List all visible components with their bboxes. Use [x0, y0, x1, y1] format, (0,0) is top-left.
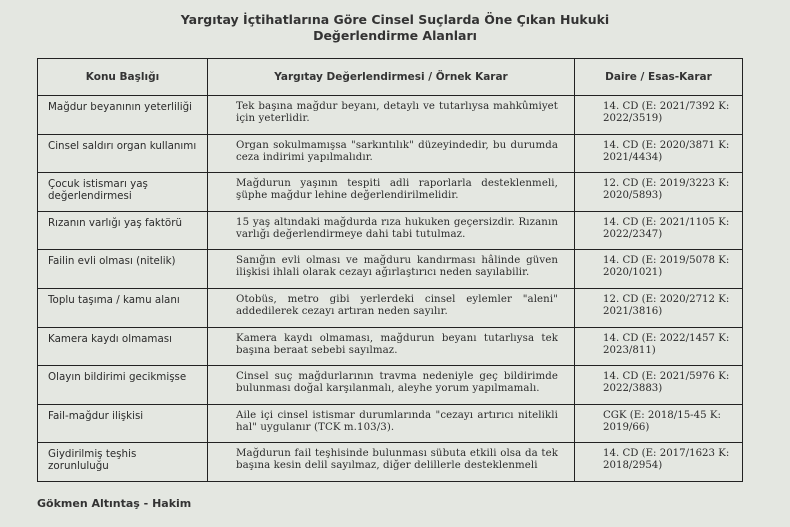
- chamber-cell: 14. CD (E: 2021/1105 K: 2022/2347): [575, 211, 743, 250]
- topic-cell: Olayın bildirimi gecikmişse: [38, 366, 208, 405]
- chamber-cell: 14. CD (E: 2021/5976 K: 2022/3883): [575, 366, 743, 405]
- topic-cell: Mağdur beyanının yeterliliği: [38, 96, 208, 135]
- assessment-cell: Cinsel suç mağdurlarının travma nedeniyle geç bildirimde bulunması doğal karşılanmalı, aleyhe yorum yapılmamalı.: [208, 366, 575, 405]
- table-header-row: [38, 59, 743, 96]
- table-row: [38, 96, 743, 135]
- header-assessment: Yargıtay Değerlendirmesi / Örnek Karar: [208, 59, 575, 96]
- table-row: [38, 173, 743, 212]
- chamber-cell: 14. CD (E: 2022/1457 K: 2023/811): [575, 327, 743, 366]
- table-row: [38, 404, 743, 443]
- chamber-cell: 12. CD (E: 2019/3223 K: 2020/5893): [575, 173, 743, 212]
- table-row: [38, 366, 743, 405]
- rulings-table: [37, 58, 743, 482]
- topic-cell: Fail-mağdur ilişkisi: [38, 404, 208, 443]
- author-signature: Gökmen Altıntaş - Hakim: [37, 497, 192, 510]
- topic-cell: Cinsel saldırı organ kullanımı: [38, 134, 208, 173]
- chamber-cell: 12. CD (E: 2020/2712 K: 2021/3816): [575, 288, 743, 327]
- header-chamber: Daire / Esas-Karar: [575, 59, 743, 96]
- topic-cell: Toplu taşıma / kamu alanı: [38, 288, 208, 327]
- title-line-2: Değerlendirme Alanları: [313, 28, 477, 43]
- chamber-cell: 14. CD (E: 2021/7392 K: 2022/3519): [575, 96, 743, 135]
- table-row: [38, 443, 743, 482]
- table-row: [38, 211, 743, 250]
- assessment-cell: Kamera kaydı olmaması, mağdurun beyanı tutarlıysa tek başına beraat sebebi sayılmaz.: [208, 327, 575, 366]
- assessment-cell: Otobüs, metro gibi yerlerdeki cinsel eylemler "aleni" addedilerek cezayı artıran neden sayılır.: [208, 288, 575, 327]
- assessment-cell: Mağdurun yaşının tespiti adli raporlarla desteklenmeli, şüphe mağdur lehine değerlendirilmelidir.: [208, 173, 575, 212]
- assessment-cell: Organ sokulmamışsa "sarkıntılık" düzeyindedir, bu durumda ceza indirimi yapılmalıdır.: [208, 134, 575, 173]
- topic-cell: Çocuk istismarı yaş değerlendirmesi: [38, 173, 208, 212]
- document-title: [0, 12, 790, 44]
- table-row: [38, 250, 743, 289]
- assessment-cell: Mağdurun fail teşhisinde bulunması sübuta etkili olsa da tek başına kesin delil sayılmaz, diğer delillerle desteklenmeli: [208, 443, 575, 482]
- chamber-cell: CGK (E: 2018/15-45 K: 2019/66): [575, 404, 743, 443]
- title-line-1: Yargıtay İçtihatlarına Göre Cinsel Suçlarda Öne Çıkan Hukuki: [180, 12, 610, 27]
- topic-cell: Kamera kaydı olmaması: [38, 327, 208, 366]
- assessment-cell: Sanığın evli olması ve mağduru kandırması hâlinde güven ilişkisi ihlali olarak cezayı ağırlaştırıcı neden sayılabilir.: [208, 250, 575, 289]
- assessment-cell: Tek başına mağdur beyanı, detaylı ve tutarlıysa mahkûmiyet için yeterlidir.: [208, 96, 575, 135]
- table-row: [38, 288, 743, 327]
- assessment-cell: Aile içi cinsel istismar durumlarında "cezayı artırıcı nitelikli hal" uygulanır (TCK m.103/3).: [208, 404, 575, 443]
- topic-cell: Failin evli olması (nitelik): [38, 250, 208, 289]
- chamber-cell: 14. CD (E: 2019/5078 K: 2020/1021): [575, 250, 743, 289]
- topic-cell: Rızanın varlığı yaş faktörü: [38, 211, 208, 250]
- table-row: [38, 327, 743, 366]
- topic-cell: Giydirilmiş teşhis zorunluluğu: [38, 443, 208, 482]
- header-topic: Konu Başlığı: [38, 59, 208, 96]
- chamber-cell: 14. CD (E: 2017/1623 K: 2018/2954): [575, 443, 743, 482]
- table-row: [38, 134, 743, 173]
- assessment-cell: 15 yaş altındaki mağdurda rıza hukuken geçersizdir. Rızanın varlığı değerlendirmeye dahi tabi tutulmaz.: [208, 211, 575, 250]
- chamber-cell: 14. CD (E: 2020/3871 K: 2021/4434): [575, 134, 743, 173]
